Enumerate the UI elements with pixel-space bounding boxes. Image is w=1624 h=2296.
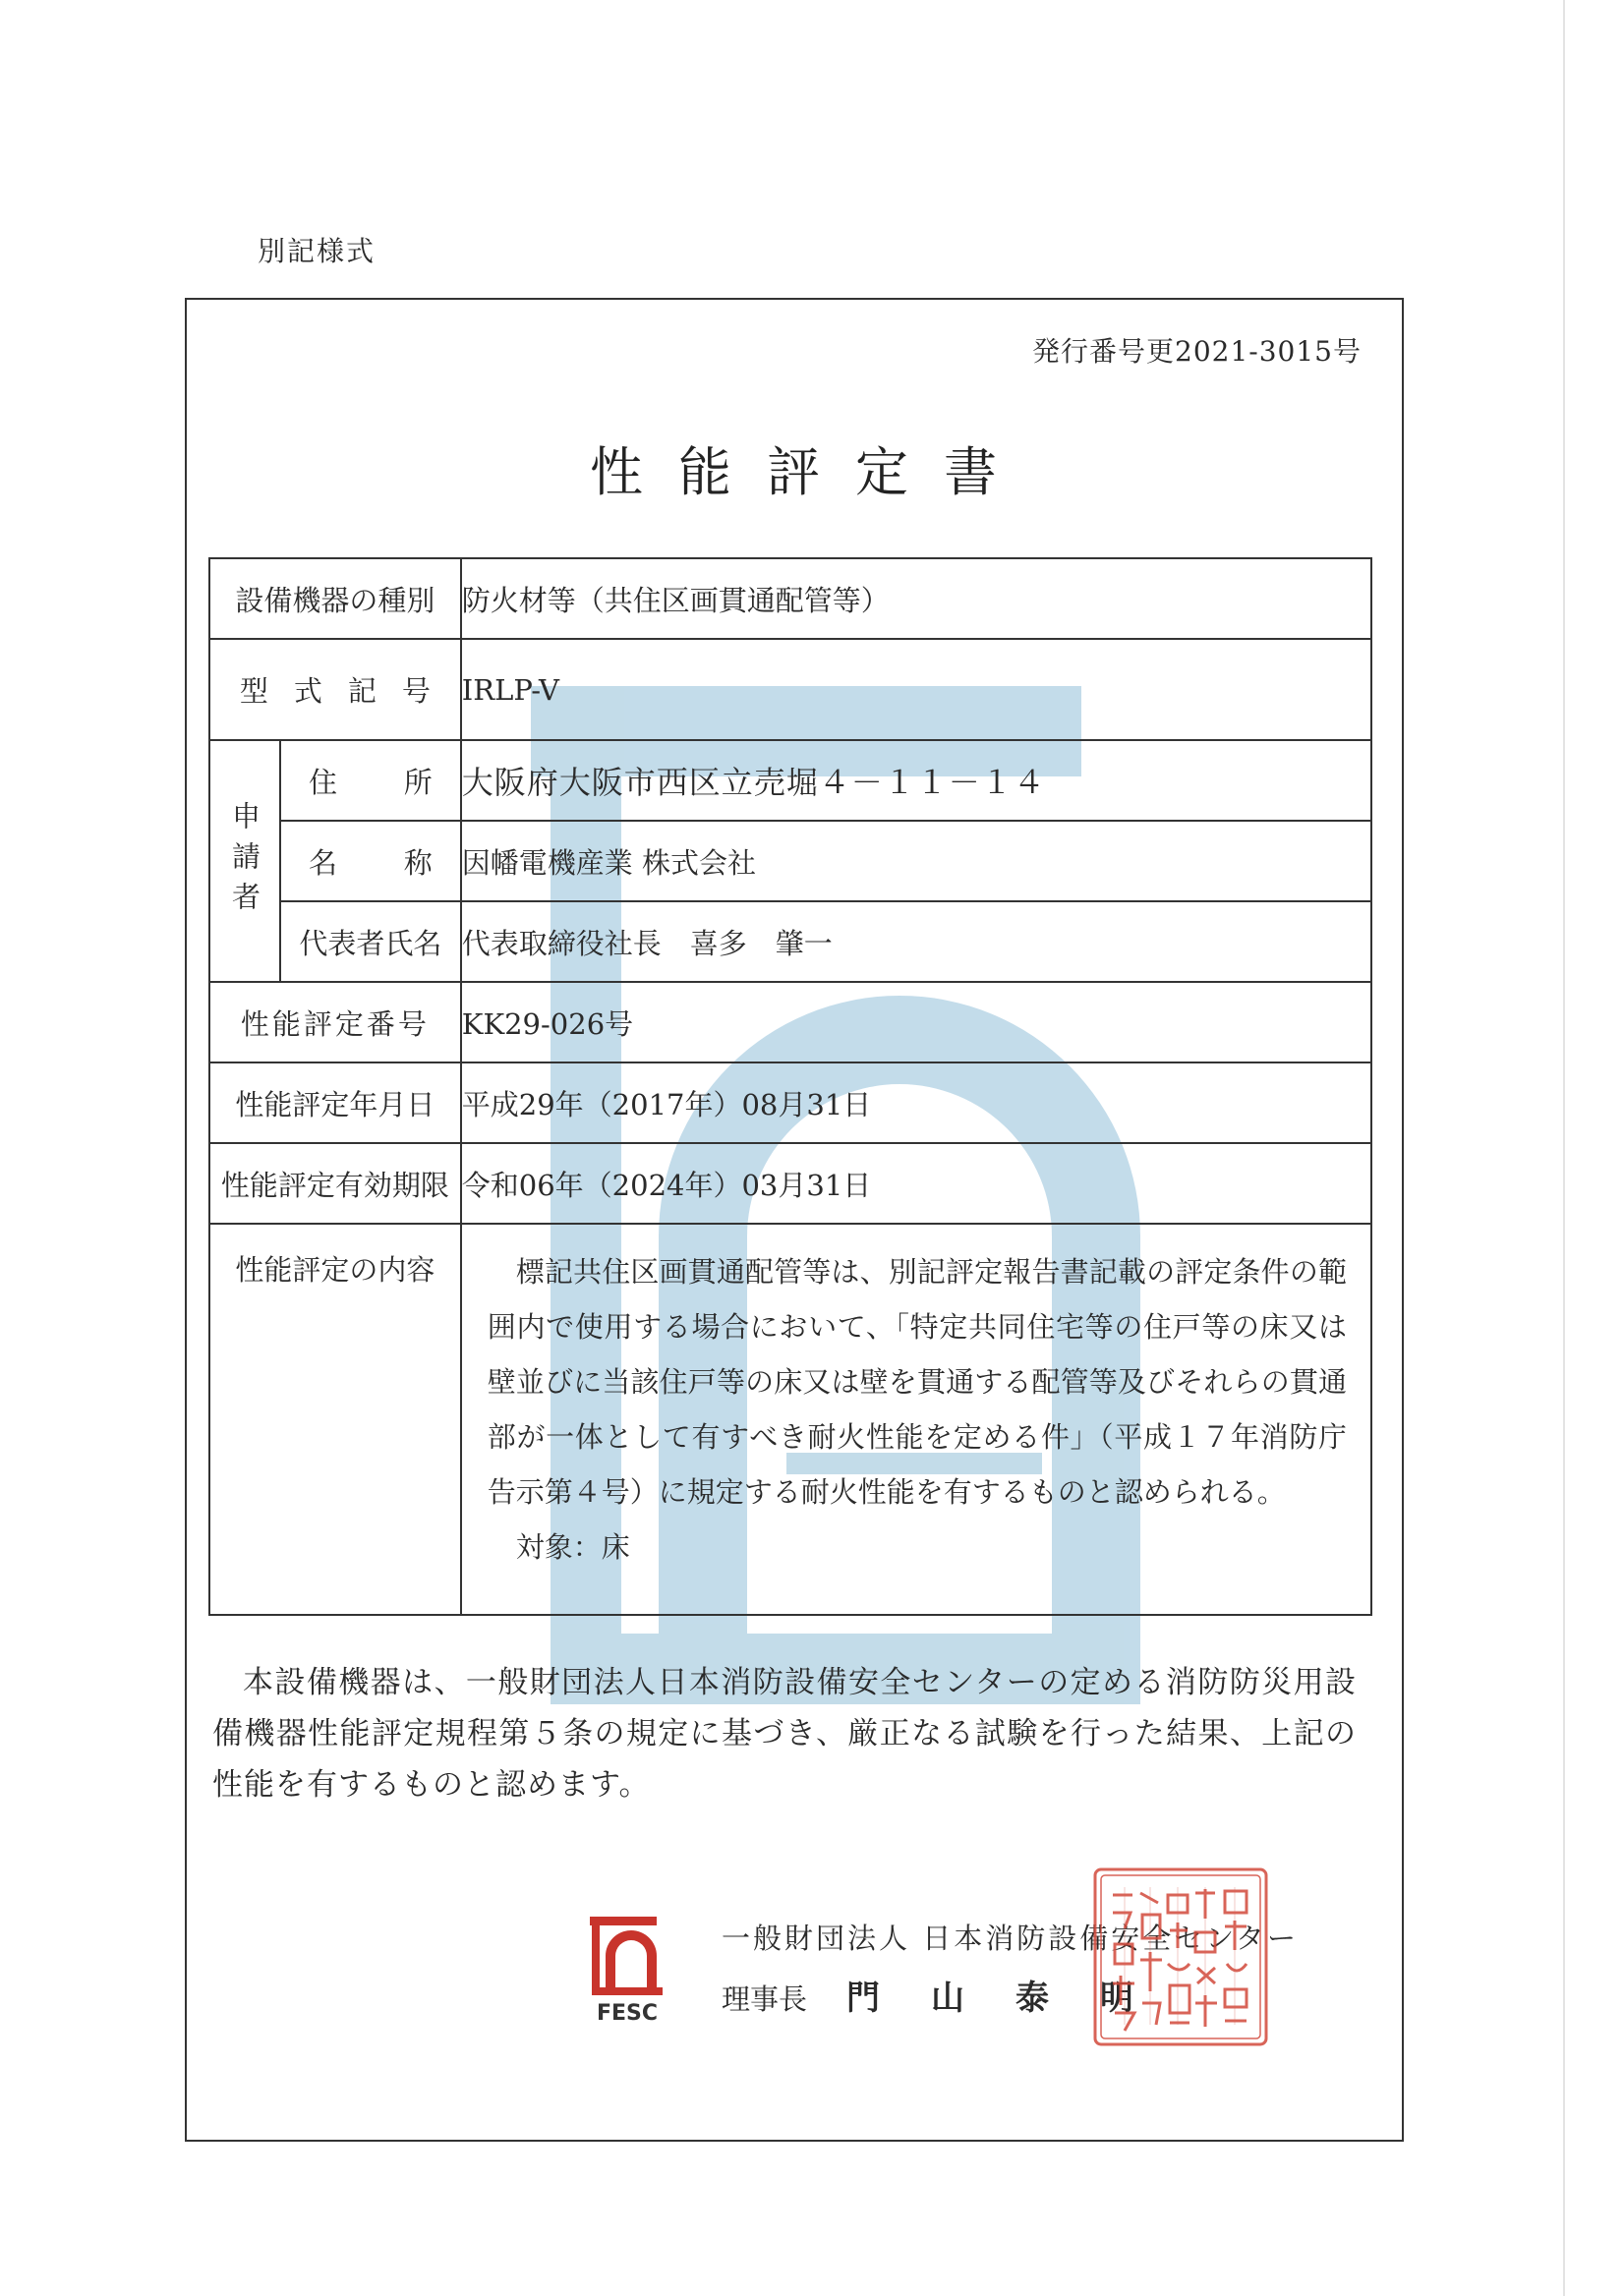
label-char: 称 xyxy=(403,845,433,880)
equipment-type-value: 防火材等（共住区画貫通配管等） xyxy=(461,558,1371,639)
content-body-text: 標記共住区画貫通配管等は、別記評定報告書記載の評定条件の範囲内で使用する場合において、「特定共同住宅等の住戸等の床又は壁並びに当該住戸等の床又は壁を貫通する配管等及びそれらの貫通部が一体として有すべき耐火性能を定める件」（平成１７年消防庁告示第４号）に規定する耐火性能を有するものと認められる。 xyxy=(487,1255,1347,1509)
label-char: 住 xyxy=(308,765,337,799)
model-value: IRLP-V xyxy=(461,639,1371,740)
content-target: 対象：床 xyxy=(515,1530,630,1564)
eval-date-value: 平成29年（2017年）08月31日 xyxy=(461,1062,1371,1143)
scan-edge xyxy=(1563,0,1565,2296)
fesc-logo-text: FESC xyxy=(596,2001,659,2025)
row-eval-date xyxy=(209,1062,1371,1143)
certificate-table xyxy=(208,557,1372,1616)
issuer-title: 理事長 xyxy=(722,1982,808,2016)
eval-number-value: KK29-026号 xyxy=(461,982,1371,1062)
official-seal xyxy=(1091,1866,1270,2048)
representative-value: 代表取締役社長 喜多 肇一 xyxy=(461,901,1371,982)
applicant-label xyxy=(209,740,280,982)
issuer-name: 門山泰明 xyxy=(846,1979,1186,2018)
certification-statement: 本設備機器は、一般財団法人日本消防設備安全センターの定める消防防災用設備機器性能評定規程第５条の規定に基づき、厳正なる試験を行った結果、上記の性能を有するものと認めます。 xyxy=(212,1665,1357,1803)
issuer-organization: 一般財団法人 日本消防設備安全センター xyxy=(722,1922,1300,1955)
row-applicant-address xyxy=(209,740,1371,821)
label-char: 所 xyxy=(403,765,433,799)
issue-number: 発行番号更2021-3015号 xyxy=(1032,335,1362,368)
row-applicant-name xyxy=(209,821,1371,901)
validity-value: 令和06年（2024年）03月31日 xyxy=(461,1143,1371,1224)
content-value xyxy=(461,1224,1371,1615)
address-label xyxy=(280,740,461,821)
label-char: 名 xyxy=(308,845,337,880)
row-content xyxy=(209,1224,1371,1615)
validity-label: 性能評定有効期限 xyxy=(209,1143,461,1224)
row-equipment-type xyxy=(209,558,1371,639)
representative-label: 代表者氏名 xyxy=(280,901,461,982)
model-label: 型式記号 xyxy=(209,639,461,740)
address-value: 大阪府大阪市西区立売堀４－１１－１４ xyxy=(461,740,1371,821)
row-validity xyxy=(209,1143,1371,1224)
name-label xyxy=(280,821,461,901)
eval-number-label: 性能評定番号 xyxy=(209,982,461,1062)
fesc-logo xyxy=(590,1917,665,2025)
eval-date-label: 性能評定年月日 xyxy=(209,1062,461,1143)
content-label: 性能評定の内容 xyxy=(209,1224,461,1615)
applicant-label-text: 申請者 xyxy=(227,800,261,922)
row-model xyxy=(209,639,1371,740)
row-eval-number xyxy=(209,982,1371,1062)
document-title: 性能評定書 xyxy=(590,441,1032,503)
name-value: 因幡電機産業 株式会社 xyxy=(461,821,1371,901)
equipment-type-label: 設備機器の種別 xyxy=(209,558,461,639)
form-label: 別記様式 xyxy=(258,235,377,267)
row-representative xyxy=(209,901,1371,982)
